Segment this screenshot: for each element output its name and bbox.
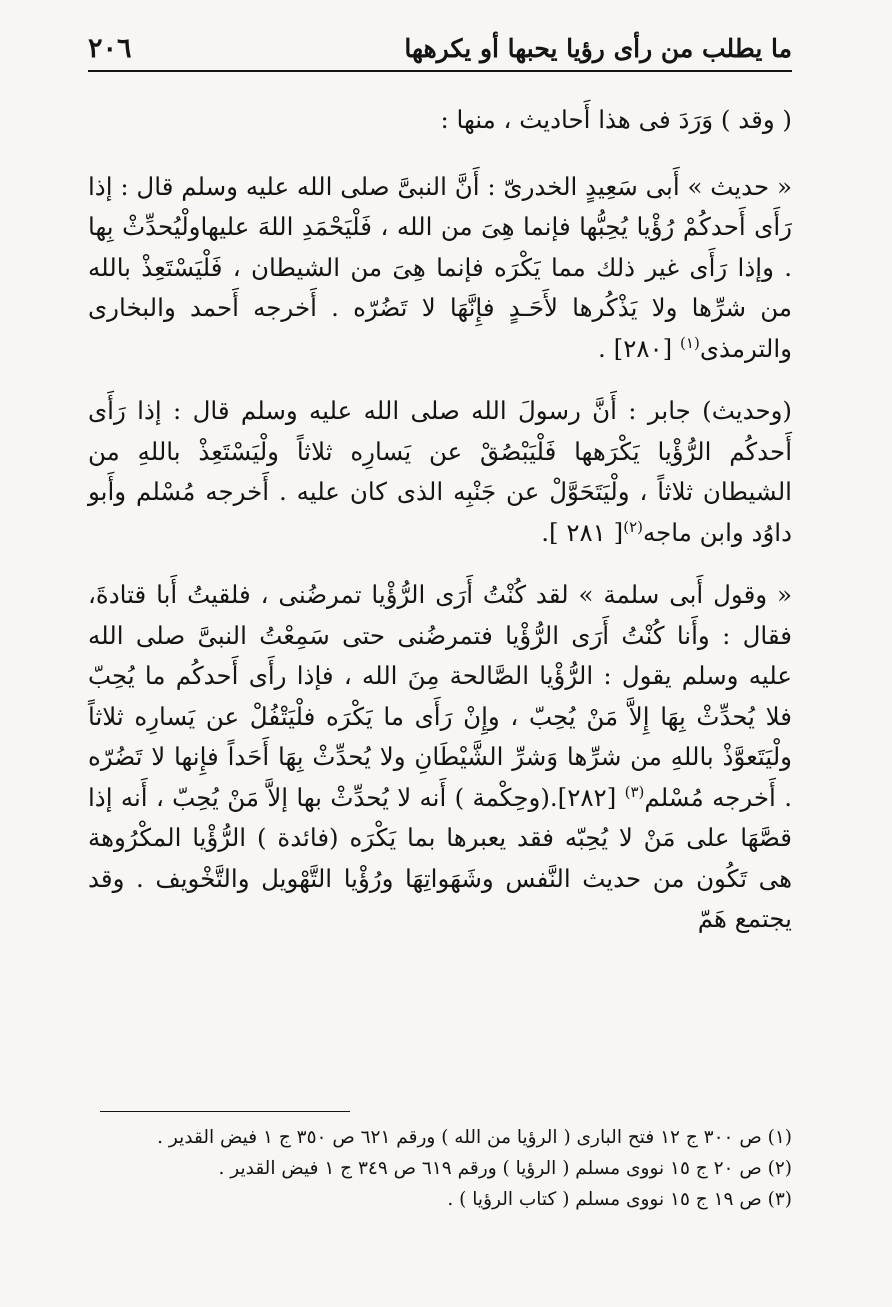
footnote-marker: (٣) bbox=[624, 782, 645, 801]
paragraph-text: « وقول أَبى سلمة » لقد كُنْتُ أَرَى الرُّؤْيا تمرضُنى ، فلقيتُ أَبا قتادةَ، فقال : وأَنا كُنْتُ أَرَى الرُّؤْيا فتمرضُنى حتى سَمِعْتُ النبىَّ صلى الله عليه وسلم يقول : الرُّؤْيا الصَّالحة مِنَ الله ، فإذا رأَى أَحدكُم ما يُحِبّ فلا يُحدِّثْ بِهَا إِلاَّ مَنْ يُحِبّ ، وإِنْ رَأَى ما يَكْرَه فلْيَتْفُلْ عن يَسارِه ثلاثاً ولْيَتَعوَّذْ باللهِ من شرِّها وَشرِّ الشَّيْطَانِ ولا يُحدِّثْ بِهَا أَحَداً فإِنها لا تَضُرّه . أَخرجه مُسْلم bbox=[88, 580, 792, 812]
main-text bbox=[88, 100, 792, 962]
hadith-paragraph-abu-salama bbox=[88, 575, 792, 940]
hadith-paragraph-jabir bbox=[88, 391, 792, 553]
footnote-item: (٣) ص ١٩ ج ١٥ نووى مسلم ( كتاب الرؤيا ) . bbox=[447, 1189, 792, 1210]
running-title: ما يطلب من رأى رؤيا يحبها أو يكرهها bbox=[404, 33, 792, 63]
page-number: ٢٠٦ bbox=[88, 32, 132, 64]
paragraph-text: ( وقد ) وَرَدَ فى هذا أَحاديث ، منها : bbox=[440, 105, 792, 134]
hadith-paragraph-abu-said bbox=[88, 167, 792, 370]
hadith-reference: [ ٢٨١ ]. bbox=[541, 517, 624, 547]
footnotes bbox=[88, 1122, 792, 1215]
header-rule bbox=[88, 70, 792, 72]
footnote-rule bbox=[100, 1111, 350, 1112]
footnote-marker: (٢) bbox=[623, 517, 643, 536]
paragraph-text: « حديث » أَبى سَعِيدٍ الخدرىّ : أَنَّ النبىَّ صلى الله عليه وسلم قال : إذا رَأَى أَحدكُمْ رُؤْيا يُحِبُّها فإنما هِىَ من الله ، فَلْيَحْمَدِ اللهَ عليهاولْيُحدِّثْ بِها . وإذا رَأَى غير ذلك مما يَكْرَه فإنما هِىَ من الشيطان ، فَلْيَسْتَعِذْ بالله من شرِّها ولا يَذْكُرها لأَحَـدٍ فإِنَّهَا لا تَضُرّه . أَخرجه أَحمد والبخارى والترمذى bbox=[88, 171, 792, 363]
page-header bbox=[88, 30, 792, 66]
footnote-item: (١) ص ٣٠٠ ج ١٢ فتح البارى ( الرؤيا من الله ) ورقم ٦٢١ ص ٣٥٠ ج ١ فيض القدير . bbox=[157, 1127, 792, 1148]
intro-paragraph bbox=[88, 100, 792, 141]
paragraph-text: (وحديث) جابر : أَنَّ رسولَ الله صلى الله عليه وسلم قال : إذا رَأَى أَحدكُم الرُّؤْيا يَكْرَهها فَلْيَبْصُقْ عن يَسارِه ثلاثاً ولْيَسْتَعِذْ باللهِ من الشيطان ثلاثاً ، ولْيَتَحَوَّلْ عن جَنْبِه الذى كان عليه . أَخرجه مُسْلم وأَبو داوُد وابن ماجه bbox=[88, 396, 792, 547]
footnote-marker: (١) bbox=[680, 333, 700, 352]
hadith-reference: [٢٨٢].(وحِكْمة ) أَنه لا يُحدِّثْ بها إلاَّ مَنْ يُحِبّ ، أَنه إذا قصَّهَا على مَنْ لا يُحِبّه فقد يعبرها بما يَكْرَه (فائدة ) الرُّؤْيا المكْرُوهة هى تَكُون من حديث النَّفس وشَهَواتِهَا ورُؤْيا التَّهْويل والتَّخْويف . وقد يجتمع هَمّ bbox=[88, 782, 792, 933]
hadith-reference: [٢٨٠] . bbox=[598, 333, 681, 363]
footnote-item: (٢) ص ٢٠ ج ١٥ نووى مسلم ( الرؤيا ) ورقم ٦١٩ ص ٣٤٩ ج ١ فيض القدير . bbox=[218, 1158, 792, 1179]
